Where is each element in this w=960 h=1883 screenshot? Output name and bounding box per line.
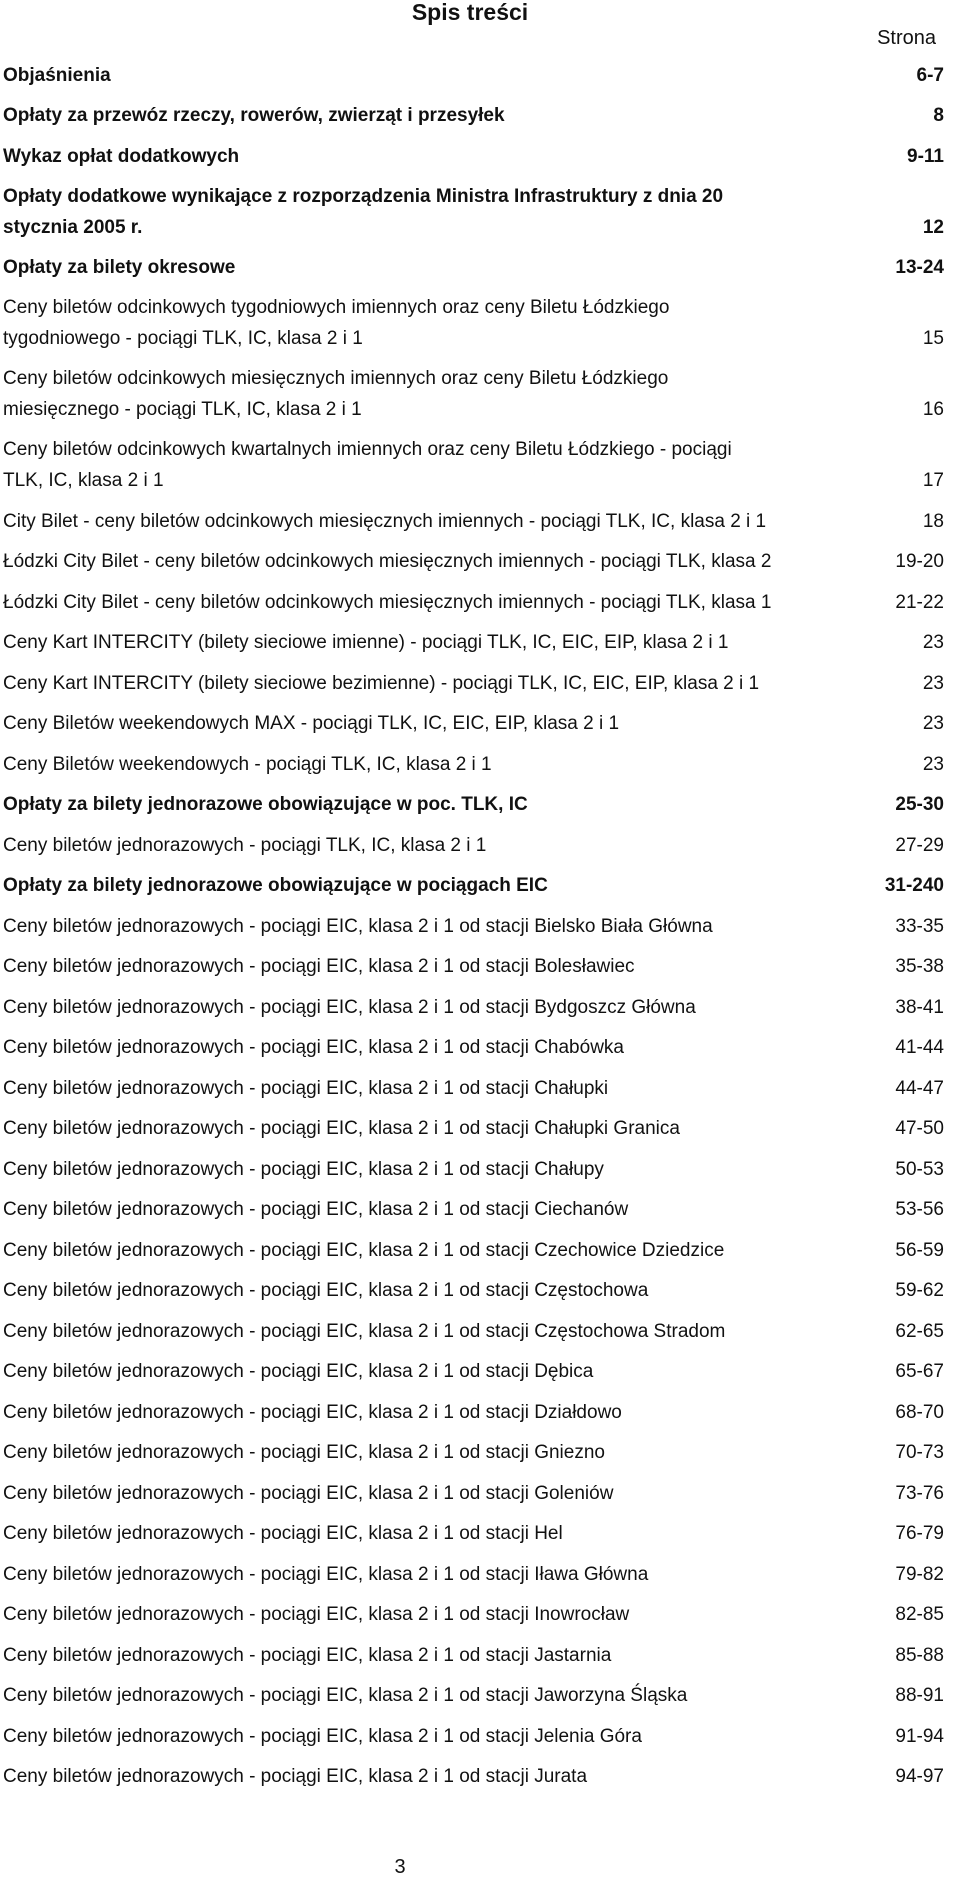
toc-entry [0, 1063, 960, 1104]
toc-entry-page: 56-59 [895, 1239, 944, 1261]
toc-entry-page: 79-82 [895, 1563, 944, 1585]
toc-entry [0, 942, 960, 983]
toc-entry-page: 23 [922, 713, 944, 734]
toc-entry-page: 8 [933, 105, 944, 126]
toc-entry-title: Ceny biletów jednorazowych - pociągi EIC, klasa 2 i 1 od stacji Czechowice Dziedzice [3, 1239, 725, 1261]
toc-entry-page: 19-20 [895, 551, 944, 572]
toc-entry [0, 1509, 960, 1550]
toc-entry-page: 33-35 [895, 915, 944, 937]
toc-entry [0, 577, 960, 618]
toc-entry-title: Ceny biletów jednorazowych - pociągi EIC, klasa 2 i 1 od stacji Częstochowa [3, 1280, 649, 1301]
toc-entry-title: Ceny biletów odcinkowych miesięcznych imiennych oraz ceny Biletu Łódzkiego miesięcznego - pociągi TLK, IC, klasa 2 i 1 [3, 368, 669, 420]
toc-entry [0, 1144, 960, 1185]
toc-entry [0, 1428, 960, 1469]
toc-entry [0, 131, 960, 172]
toc-entry-page: 76-79 [895, 1523, 944, 1544]
toc-entry-title: City Bilet - ceny biletów odcinkowych miesięcznych imiennych - pociągi TLK, IC, klasa 2 i 1 [3, 510, 767, 532]
toc-entry-page: 31-240 [884, 875, 944, 896]
toc-entry [0, 861, 960, 902]
toc-entry-title: Opłaty za bilety jednorazowe obowiązujące w poc. TLK, IC [3, 794, 528, 815]
toc-entry [0, 1023, 960, 1064]
toc-entry-page: 15 [922, 328, 944, 349]
toc-entry-title: Ceny biletów jednorazowych - pociągi EIC, klasa 2 i 1 od stacji Jurata [3, 1766, 588, 1787]
toc-entry-title: Objaśnienia [3, 64, 111, 86]
toc-entry-page: 23 [922, 672, 944, 694]
toc-entry-page: 85-88 [895, 1644, 944, 1666]
page-column-label: Strona [877, 27, 936, 49]
toc-entry-title: Opłaty za przewóz rzeczy, rowerów, zwierząt i przesyłek [3, 105, 505, 126]
toc-entry-page: 44-47 [895, 1077, 944, 1099]
toc-entry-title: Ceny biletów jednorazowych - pociągi TLK, IC, klasa 2 i 1 [3, 834, 487, 856]
toc-entry [0, 91, 960, 132]
toc-entry [0, 1549, 960, 1590]
toc-entry-page: 18 [922, 510, 944, 532]
toc-entry [0, 1671, 960, 1712]
toc-entry-page: 50-53 [895, 1158, 944, 1180]
toc-entry-page: 47-50 [895, 1118, 944, 1139]
toc-entry [0, 283, 960, 354]
toc-entry-title: Ceny biletów jednorazowych - pociągi EIC, klasa 2 i 1 od stacji Działdowo [3, 1401, 622, 1423]
toc-entry [0, 1711, 960, 1752]
toc-entry [0, 1306, 960, 1347]
toc-entry-page: 12 [922, 216, 944, 238]
toc-entry-page: 73-76 [895, 1482, 944, 1504]
toc-entry-page: 23 [922, 753, 944, 775]
toc-entry-title: Ceny Biletów weekendowych MAX - pociągi TLK, IC, EIC, EIP, klasa 2 i 1 [3, 713, 620, 734]
toc-entry-title: Ceny biletów jednorazowych - pociągi EIC, klasa 2 i 1 od stacji Gniezno [3, 1442, 605, 1463]
toc-entry-title: Ceny biletów jednorazowych - pociągi EIC, klasa 2 i 1 od stacji Dębica [3, 1361, 594, 1382]
toc-entry [0, 172, 960, 243]
toc-entry-title: Ceny biletów jednorazowych - pociągi EIC, klasa 2 i 1 od stacji Hel [3, 1523, 563, 1544]
toc-entry-title: Ceny biletów jednorazowych - pociągi EIC, klasa 2 i 1 od stacji Chałupki [3, 1077, 609, 1099]
toc-entry-title: Ceny biletów jednorazowych - pociągi EIC, klasa 2 i 1 od stacji Inowrocław [3, 1604, 630, 1625]
toc-entry-title: Ceny biletów jednorazowych - pociągi EIC, klasa 2 i 1 od stacji Ciechanów [3, 1199, 629, 1220]
toc-entry-page: 13-24 [895, 257, 944, 278]
toc-entry [0, 1468, 960, 1509]
toc-entry-title: Ceny Kart INTERCITY (bilety sieciowe imienne) - pociągi TLK, IC, EIC, EIP, klasa 2 i 1 [3, 632, 729, 653]
toc-entry [0, 1266, 960, 1307]
toc-entry-title: Ceny Kart INTERCITY (bilety sieciowe bezimienne) - pociągi TLK, IC, EIC, EIP, klasa 2 i 1 [3, 672, 760, 694]
toc-entry [0, 739, 960, 780]
toc-entry-title: Ceny biletów jednorazowych - pociągi EIC, klasa 2 i 1 od stacji Chałupy [3, 1158, 604, 1180]
toc-entry-page: 70-73 [895, 1442, 944, 1463]
toc-entry-page: 53-56 [895, 1199, 944, 1220]
toc-entry [0, 1752, 960, 1793]
toc-entry-page: 88-91 [895, 1685, 944, 1706]
toc-entry [0, 1347, 960, 1388]
toc-entry-title: Ceny biletów odcinkowych tygodniowych imiennych oraz ceny Biletu Łódzkiego tygodniowego - pociągi TLK, IC, klasa 2 i 1 [3, 297, 670, 349]
toc-entry-page: 23 [922, 632, 944, 653]
toc-entry [0, 354, 960, 425]
toc-entry-page: 21-22 [895, 591, 944, 613]
toc-entry-page: 35-38 [895, 956, 944, 977]
toc-entry-page: 65-67 [895, 1361, 944, 1382]
toc-entry-page: 94-97 [895, 1766, 944, 1787]
toc-entry-title: Ceny biletów jednorazowych - pociągi EIC, klasa 2 i 1 od stacji Jastarnia [3, 1644, 612, 1666]
toc-entry [0, 496, 960, 537]
toc-entry [0, 50, 960, 91]
toc-entry-title: Ceny biletów jednorazowych - pociągi EIC, klasa 2 i 1 od stacji Goleniów [3, 1482, 614, 1504]
toc-entry [0, 618, 960, 659]
toc-entry [0, 243, 960, 284]
table-of-contents [0, 50, 960, 1792]
toc-entry-page: 41-44 [895, 1037, 944, 1058]
toc-entry [0, 1185, 960, 1226]
toc-entry-page: 9-11 [907, 145, 944, 167]
toc-entry-title: Opłaty za bilety okresowe [3, 257, 236, 278]
toc-entry [0, 780, 960, 821]
toc-entry-page: 17 [922, 470, 944, 491]
toc-entry [0, 1590, 960, 1631]
toc-entry-title: Ceny biletów jednorazowych - pociągi EIC, klasa 2 i 1 od stacji Chałupki Granica [3, 1118, 680, 1139]
toc-entry-page: 27-29 [895, 834, 944, 856]
toc-entry-page: 16 [922, 399, 944, 420]
toc-entry-title: Ceny biletów jednorazowych - pociągi EIC, klasa 2 i 1 od stacji Bydgoszcz Główna [3, 996, 696, 1018]
toc-entry-page: 25-30 [895, 794, 944, 815]
toc-entry [0, 1104, 960, 1145]
toc-entry-title: Opłaty za bilety jednorazowe obowiązujące w pociągach EIC [3, 875, 548, 896]
toc-entry-title: Ceny biletów jednorazowych - pociągi EIC, klasa 2 i 1 od stacji Iława Główna [3, 1563, 649, 1585]
toc-entry [0, 901, 960, 942]
toc-entry-title: Łódzki City Bilet - ceny biletów odcinkowych miesięcznych imiennych - pociągi TLK, klasa 2 [3, 551, 772, 572]
toc-entry [0, 658, 960, 699]
page-number: 3 [394, 1856, 406, 1878]
toc-entry-title: Ceny biletów jednorazowych - pociągi EIC, klasa 2 i 1 od stacji Jelenia Góra [3, 1725, 642, 1747]
toc-entry-page: 62-65 [895, 1320, 944, 1342]
toc-entry-title: Opłaty dodatkowe wynikające z rozporządzenia Ministra Infrastruktury z dnia 20 stycznia 2005 r. [3, 185, 724, 238]
toc-entry [0, 537, 960, 578]
toc-entry-page: 59-62 [895, 1280, 944, 1301]
toc-entry-title: Łódzki City Bilet - ceny biletów odcinkowych miesięcznych imiennych - pociągi TLK, klasa 1 [3, 591, 772, 613]
toc-entry-page: 38-41 [895, 996, 944, 1018]
toc-entry [0, 1387, 960, 1428]
toc-entry [0, 982, 960, 1023]
toc-entry-title: Ceny biletów jednorazowych - pociągi EIC, klasa 2 i 1 od stacji Bolesławiec [3, 956, 635, 977]
toc-entry-title: Wykaz opłat dodatkowych [3, 145, 240, 167]
toc-entry [0, 820, 960, 861]
toc-entry-title: Ceny biletów jednorazowych - pociągi EIC, klasa 2 i 1 od stacji Jaworzyna Śląska [3, 1685, 688, 1706]
toc-entry-page: 91-94 [895, 1725, 944, 1747]
toc-entry-page: 82-85 [895, 1604, 944, 1625]
page-title: Spis treści [411, 0, 529, 25]
toc-entry-page: 68-70 [895, 1401, 944, 1423]
toc-entry-title: Ceny biletów odcinkowych kwartalnych imiennych oraz ceny Biletu Łódzkiego - pociągi TLK, IC, klasa 2 i 1 [3, 439, 732, 491]
toc-entry-title: Ceny biletów jednorazowych - pociągi EIC, klasa 2 i 1 od stacji Częstochowa Stradom [3, 1320, 726, 1342]
toc-entry-title: Ceny biletów jednorazowych - pociągi EIC, klasa 2 i 1 od stacji Bielsko Biała Główna [3, 915, 713, 937]
toc-entry [0, 1630, 960, 1671]
toc-entry [0, 1225, 960, 1266]
toc-entry-title: Ceny biletów jednorazowych - pociągi EIC, klasa 2 i 1 od stacji Chabówka [3, 1037, 624, 1058]
toc-entry-page: 6-7 [916, 64, 944, 86]
toc-entry [0, 699, 960, 740]
toc-entry [0, 425, 960, 496]
toc-entry-title: Ceny Biletów weekendowych - pociągi TLK, IC, klasa 2 i 1 [3, 753, 492, 775]
